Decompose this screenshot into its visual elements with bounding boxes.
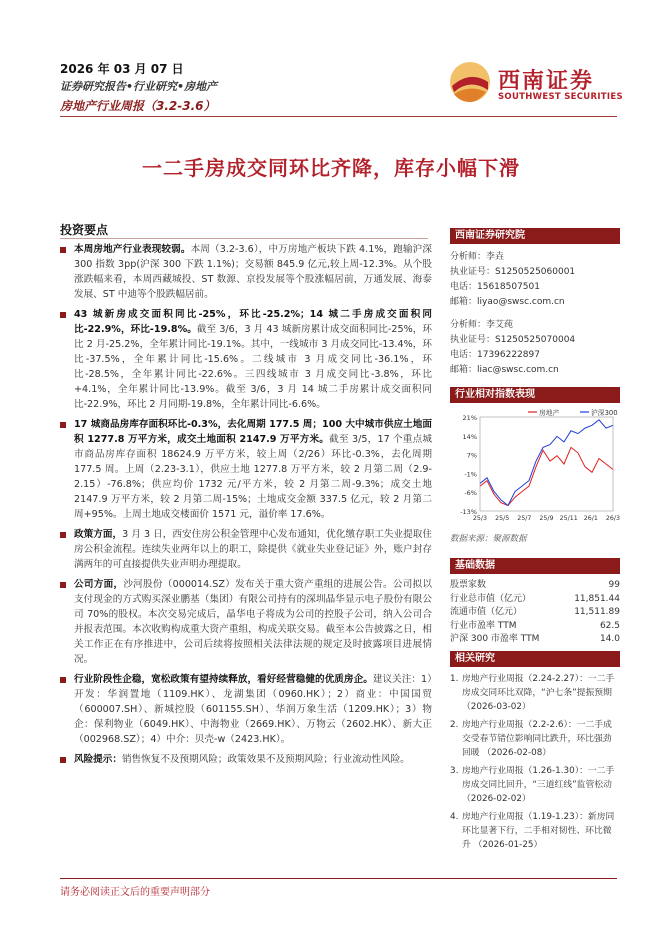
item-number: 3. — [450, 766, 459, 776]
item-text: 房地产行业周报（1.26-1.30）：一二手房成交同比回升，“三道红线”监管松动 （2026-02-02） — [462, 766, 615, 804]
row-key: 流通市值（亿元） — [450, 607, 523, 617]
y-tick-label: 7% — [466, 451, 477, 460]
paragraph-lead: 17 城商品房库存面积环比-0.3%，去化周期 177.5 周；100 大中城市供应土地面积 1277.8 万平方米，成交土地面积 2147.9 万平方米。 — [74, 419, 432, 445]
report-title: 一二手房成交同环比齐降，库存小幅下滑 — [142, 156, 520, 180]
chart-source: 数据来源：聚源数据 — [450, 534, 527, 544]
x-tick-label: 25/3 — [472, 515, 488, 522]
paragraph-lead: 行业阶段性企稳，宽松政策有望持续释放，看好经营稳健的优质房企。 — [74, 674, 373, 685]
item-text: 房地产行业周报（2.2-2.6）：一二手成交受春节错位影响同比跌升，环比强劲回暖 （2026-02-08） — [462, 720, 612, 758]
bullet-square-icon — [60, 757, 66, 763]
paragraph-sector-performance — [60, 242, 432, 302]
key-points-body — [60, 242, 432, 772]
research-institute-header: 西南证券研究院 — [450, 228, 620, 244]
brand-logo — [448, 58, 623, 106]
related-research-item[interactable] — [450, 810, 620, 852]
paragraph-text: 3 月 3 日，西安住房公积金管理中心发布通知，优化缴存职工失业提取住房公积金流程。连续失业两年以上的职工，除提供《就业失业登记证》外，账户封存满两年的可直接提供失业声明办理提取。 — [74, 529, 433, 570]
x-tick-label: 25/9 — [539, 515, 554, 522]
series-line-hs300 — [480, 420, 613, 506]
analyst-cert: 执业证号：S1250525060001 — [450, 267, 576, 277]
paragraph-lead: 公司方面， — [74, 579, 124, 590]
paragraph-policy — [60, 527, 432, 572]
y-tick-label: -6% — [464, 489, 477, 498]
paragraph-text: 截至 3/5，17 个重点城市商品房库存面积 18624.9 万平方米，较上周（2/26）环比-0.3%，去化周期 177.5 周。上周（2.23-3.1），供应土地 1277.8 万平方米，较 2 月第二周（2.9-2.15）-76.8%；供应均价 1732 元/平方米，较 2 月第二周-9.3%；成交土地 2147.9 万平方米，较 2 月第二周-15%；土地成交金额 337.5 亿元，较 2 月第二周+95%。上周土地成交楼面价 1571 元，溢价率 17.6%。 — [74, 434, 433, 520]
legend-label: 房地产 — [539, 409, 560, 417]
basic-data-row — [450, 593, 620, 607]
logo-emblem-icon — [448, 60, 492, 104]
relative-index-header: 行业相对指数表现 — [450, 387, 620, 403]
analyst-name: 分析师：李艾莼 — [450, 320, 514, 330]
paragraph-text: 本周（3.2-3.6），中万房地产板块下跌 4.1%，跑输沪深 300 指数 3pp(沪深 300 下跌 1.1%)；交易额 845.9 亿元,较上周-12.3%。从个股涨跌幅来看，本周西藏城投、ST 数源、京投发展等个股涨幅居前，万通发展、海泰发展、ST 中迪等个股跌幅居前。 — [74, 244, 432, 300]
related-research-item[interactable] — [450, 764, 620, 806]
row-value: 99 — [608, 580, 620, 590]
row-value: 62.5 — [599, 620, 620, 631]
row-key: 行业市盈率 TTM — [450, 620, 517, 631]
bullet-square-icon — [60, 247, 66, 253]
report-date: 2026 年 03 月 07 日 — [60, 62, 184, 76]
analyst-phone: 电话：17396222897 — [450, 350, 540, 360]
report-category: 证券研究报告•行业研究•房地产 — [60, 80, 218, 93]
analyst-email[interactable]: 邮箱：liyao@swsc.com.cn — [450, 297, 565, 307]
basic-data-row — [450, 633, 620, 647]
bullet-square-icon — [60, 312, 66, 318]
related-research-panel — [450, 651, 620, 856]
paragraph-text: 建议关注：1）开发：华润置地（1109.HK）、龙湖集团（0960.HK）；2）商业：中国国贸（600007.SH）、新城控股（601155.SH）、华润万象生活（1209.HK）；3）物企：保利物业（6049.HK）、中海物业（2669.HK）、万物云（2602.HK）、新大正（002968.SZ）；4）中介：贝壳-w（2423.HK）。 — [74, 674, 433, 745]
analyst-cert: 执业证号：S1250525070004 — [450, 335, 576, 345]
item-text: 房地产行业周报（1.19-1.23）：新房同环比显著下行，二手相对韧性、环比微升 （2026-01-25） — [462, 812, 615, 850]
y-tick-label: 21% — [462, 414, 477, 422]
related-research-item[interactable] — [450, 672, 620, 714]
relative-index-chart — [450, 403, 620, 528]
legend-label: 沪深300 — [591, 409, 618, 417]
logo-name-en: SOUTHWEST SECURITIES — [498, 92, 623, 102]
footer-divider — [60, 878, 617, 879]
item-number: 4. — [450, 812, 459, 822]
paragraph-lead: 本周房地产行业表现较弱。 — [74, 244, 191, 255]
x-tick-label: 26/1 — [583, 515, 598, 522]
row-key: 行业总市值（亿元） — [450, 593, 532, 604]
analyst-panel — [450, 228, 620, 378]
paragraph-company — [60, 577, 432, 667]
x-tick-label: 26/3 — [605, 515, 620, 522]
row-key: 沪深 300 市盈率 TTM — [450, 634, 540, 644]
y-tick-label: -13% — [460, 508, 477, 516]
paragraph-lead: 43 城新房成交面积同比-25%，环比-25.2%；14 城二手房成交面积同比-22.9%，环比-19.8%。 — [74, 309, 432, 335]
bullet-square-icon — [60, 532, 66, 538]
y-tick-label: 14% — [462, 432, 477, 441]
basic-data-row — [450, 620, 620, 634]
item-number: 1. — [450, 674, 459, 684]
basic-data-row — [450, 606, 620, 620]
row-key: 股票家数 — [450, 580, 487, 590]
y-tick-label: -1% — [464, 470, 477, 479]
paragraph-recommendation — [60, 672, 432, 747]
basic-data-header: 基础数据 — [450, 558, 620, 574]
basic-data-panel — [450, 558, 620, 647]
bullet-square-icon — [60, 677, 66, 683]
chart-plot-frame — [480, 417, 613, 511]
paragraph-text: 销售恢复不及预期风险；政策效果不及预期风险；行业流动性风险。 — [121, 754, 410, 765]
x-tick-label: 25/11 — [559, 515, 578, 522]
header-divider — [60, 116, 617, 117]
row-value: 14.0 — [599, 634, 620, 644]
basic-data-row — [450, 579, 620, 593]
paragraph-lead: 风险提示： — [74, 754, 122, 765]
related-research-item[interactable] — [450, 718, 620, 760]
bullet-square-icon — [60, 582, 66, 588]
item-number: 2. — [450, 720, 459, 730]
paragraph-text: 截至 3/6，3 月 43 城新房累计成交面积同比-25%，环比 2 月-25.2%，全年累计同比-19.1%。其中，一线城市 3 月成交同比-13.4%，环比-37.5%，全年累计同比-15.6%。二线城市 3 月成交同比-36.1%，环比-28.5%，全年累计同比-22.6%。三四线城市 3 月成交同比-3.8%，环比+4.1%，全年累计同比-13.9%。截至 3/6，3 月 14 城二手房累计成交面积同比-22.9%，环比 2 月同期-19.8%，全年累计同比-6.6%。 — [74, 324, 432, 410]
footer-disclaimer: 请务必阅读正文后的重要声明部分 — [60, 887, 210, 898]
analyst-email[interactable]: 邮箱：liac@swsc.com.cn — [450, 365, 559, 375]
weekly-title: 房地产行业周报（3.2-3.6） — [60, 99, 216, 113]
paragraph-inventory-land — [60, 417, 432, 522]
relative-index-panel — [450, 387, 620, 544]
key-points-divider — [60, 238, 428, 239]
row-value: 11,851.44 — [574, 593, 620, 604]
analyst-name: 分析师：李垚 — [450, 252, 505, 262]
paragraph-risk — [60, 752, 432, 767]
key-points-heading: 投资要点 — [60, 223, 109, 237]
item-text: 房地产行业周报（2.24-2.27）：一二手房成交同环比双降，“沪七条”提振预期 （2026-03-02） — [462, 674, 615, 712]
related-research-header: 相关研究 — [450, 651, 620, 667]
series-line-property — [480, 447, 613, 505]
row-value: 11,511.89 — [574, 607, 620, 617]
paragraph-transactions — [60, 307, 432, 412]
analyst-phone: 电话：15618507501 — [450, 282, 540, 292]
logo-name-cn: 西南证券 — [498, 68, 595, 94]
x-tick-label: 25/5 — [495, 515, 510, 522]
bullet-square-icon — [60, 422, 66, 428]
x-tick-label: 25/7 — [517, 515, 532, 522]
paragraph-lead: 政策方面， — [74, 529, 123, 540]
paragraph-text: 沙河股份（000014.SZ）发布关于重大资产重组的进展公告。公司拟以支付现金的方式购买深业鹏基（集团）有限公司持有的深圳晶华显示电子股份有限公司 70%的股权。本次交易完成后，晶华电子将成为公司的控股子公司，纳入公司合并报表范围。本次收购构成重大资产重组，构成关联交易。截至本公告披露之日，相关工作正在有序推进中，公司后续将按照相关法律法规的规定及时披露项目进展情况。 — [74, 579, 433, 665]
